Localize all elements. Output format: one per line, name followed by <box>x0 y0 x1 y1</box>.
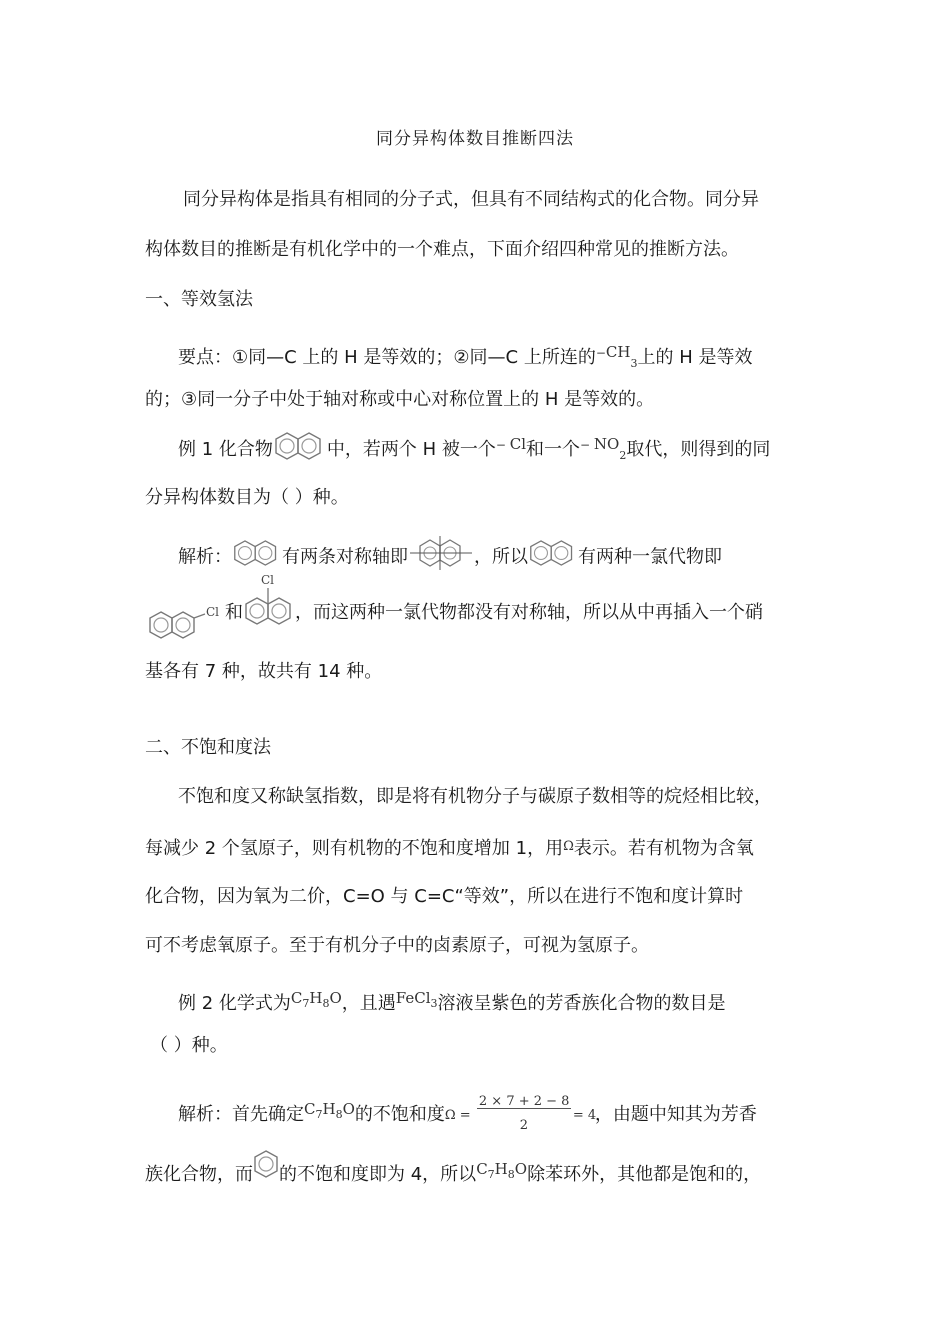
chloro-group-formula: − Cl <box>495 435 527 453</box>
example-1-text-a: 例 1 化合物 <box>178 439 273 460</box>
unsaturation-para-line-2: 每减少 2 个氢原子，则有机物的不饱和度增加 1，用Ω表示。若有机物为含氧 <box>145 833 754 863</box>
1-chloronaphthalene-structure-icon <box>243 572 295 637</box>
analysis-1-text-d: 有两种一氯代物即 <box>578 546 722 568</box>
unsaturation-para-line-3: 化合物，因为氧为二价，C=O 与 C=C“等效”，所以在进行不饱和度计算时 <box>145 886 744 907</box>
analysis-1-line-3: 基各有 7 种，故共有 14 种。 <box>145 661 383 682</box>
benzene-ring-structure-icon <box>253 1150 279 1187</box>
methyl-group-formula: $^-CH_3$ <box>595 343 638 370</box>
analysis-1-text-e: 和 <box>225 602 243 623</box>
key-points-line-1 <box>178 338 752 378</box>
naphthalene-structure-icon <box>273 431 327 470</box>
intro-line-2: 构体数目的推断是有机化学中的一个难点，下面介绍四种常见的推断方法。 <box>145 239 739 260</box>
naphthalene-structure-icon <box>232 539 282 576</box>
formula-c7h8o: $C_7H_8O$ <box>290 989 342 1010</box>
example-2-line-2: （ ）种。 <box>150 1035 228 1056</box>
svg-text:Cl: Cl <box>206 605 220 619</box>
formula-fecl3: FeCl$_3$ <box>395 989 438 1010</box>
key-points-text-a: 要点：①同—C 上的 H 是等效的；②同—C 上所连的 <box>178 347 596 368</box>
svg-text:Cl: Cl <box>261 573 275 587</box>
unsaturation-formula: Ω = 2 × 7 + 2 − 8 2 = 4 <box>444 1094 597 1133</box>
key-points-line-2: 的；③同一分子中处于轴对称或中心对称位置上的 H 是等效的。 <box>145 389 655 410</box>
example-1-line-2: 分异构体数目为（ ）种。 <box>145 487 349 508</box>
analysis-1-text-a: 解析： <box>178 546 232 568</box>
unsaturation-para-line-4: 可不考虑氧原子。至于有机分子中的卤素原子，可视为氢原子。 <box>145 935 649 956</box>
document-title: 同分异构体数目推断四法 <box>376 129 574 149</box>
example-2-line-1: 例 2 化学式为$C_7H_8O$，且遇FeCl$_3$溶液呈紫色的芳香族化合物的数目是 <box>178 984 726 1018</box>
section-heading-unsaturation: 二、不饱和度法 <box>145 737 271 758</box>
section-heading-equivalent-hydrogen: 一、等效氢法 <box>145 289 253 310</box>
analysis-1-line-2 <box>145 572 763 628</box>
analysis-1-text-b: 有两条对称轴即 <box>282 546 408 568</box>
example-1-text-b: 中，若两个 H 被一个 <box>326 439 496 460</box>
analysis-1-text-c: ，所以 <box>474 546 528 568</box>
formula-c7h8o: $C_7H_8O$ <box>304 1100 355 1121</box>
intro-line-1: 同分异构体是指具有相同的分子式，但具有不同结构式的化合物。同分异 <box>183 189 759 210</box>
analysis-1-text-f: ，而这两种一氯代物都没有对称轴，所以从中再插入一个硝 <box>295 602 763 623</box>
formula-c7h8o: $C_7H_8O$ <box>476 1160 528 1181</box>
unsaturation-para-line-1: 不饱和度又称缺氢指数，即是将有机物分子与碳原子数相等的烷烃相比较， <box>178 786 772 807</box>
omega-symbol: Ω <box>563 839 574 854</box>
nitro-group-formula: − $NO_2$ <box>580 435 627 462</box>
key-points-text-b: 上的 H 是等效 <box>637 347 753 368</box>
analysis-2-line-2: 族化合物，而 的不饱和度即为 4，所以$C_7H_8O$除苯环外，其他都是饱和的， <box>145 1150 761 1189</box>
naphthalene-structure-icon <box>528 539 578 576</box>
example-1-text-c: 和一个 <box>526 439 581 460</box>
analysis-2-line-1: 解析：首先确定$C_7H_8O$的不饱和度 Ω = 2 × 7 + 2 − 8 2 = 4 ，由题中知其为芳香 <box>178 1094 757 1136</box>
example-1-line-1 <box>178 430 770 470</box>
2-chloronaphthalene-structure-icon <box>145 600 225 649</box>
example-1-text-d: 取代，则得到的同 <box>626 439 771 460</box>
